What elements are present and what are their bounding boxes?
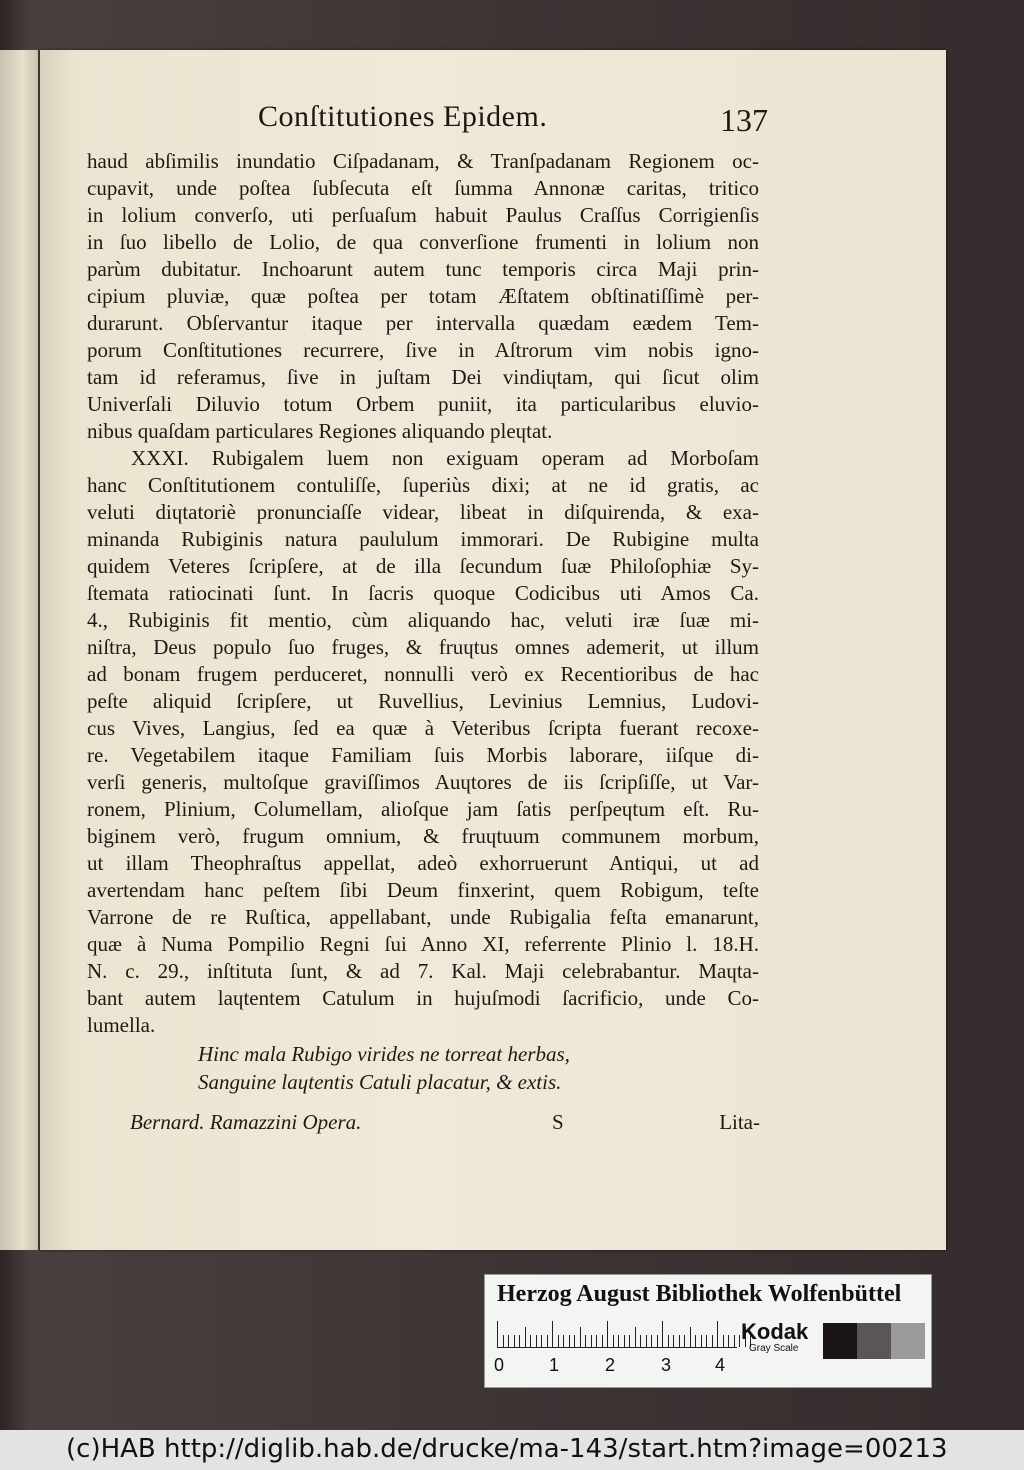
page-header	[258, 100, 768, 144]
ruler-tick	[723, 1335, 724, 1347]
body-text	[87, 148, 759, 1039]
text-line: Varrone de re Ruſtica, appellabant, unde Rubigalia feſta emanarunt,	[87, 905, 759, 929]
ruler-tick	[602, 1335, 603, 1347]
signature-line: Bernard. Ramazzini Opera.	[130, 1110, 362, 1134]
ruler-tick	[580, 1327, 581, 1347]
ruler-tick	[591, 1335, 592, 1347]
ruler-tick	[734, 1335, 735, 1347]
ruler-tick	[530, 1335, 531, 1347]
source-url: (c)HAB http://diglib.hab.de/drucke/ma-143/start.htm?image=00213	[66, 1434, 948, 1464]
ruler-number: 2	[605, 1355, 616, 1375]
ruler-tick	[519, 1335, 520, 1347]
text-line: peſte aliquid ſcripſere, ut Ruvellius, Levinius Lemnius, Ludovi-	[87, 689, 759, 713]
ruler-tick	[679, 1335, 680, 1347]
ruler-tick	[552, 1321, 553, 1347]
library-color-card	[484, 1274, 932, 1388]
verse-line: Sanguine laɥtentis Catuli placatur, & extis.	[198, 1070, 562, 1094]
text-line: cipium pluviæ, quæ poſtea per totam Æſtatem obſtinatiſſimè per-	[87, 284, 759, 308]
ruler-tick	[585, 1335, 586, 1347]
ruler-tick	[739, 1335, 740, 1347]
ruler-tick	[640, 1335, 641, 1347]
text-line: minanda Rubiginis natura paululum immorari. De Rubigine multa	[87, 527, 759, 551]
text-line: veluti diɥtatoriè pronunciaſſe videar, libeat in diſquirenda, & exa-	[87, 500, 759, 524]
text-line: N. c. 29., inſtituta ſunt, & ad 7. Kal. Maji celebrabantur. Maɥta-	[87, 959, 759, 983]
text-line: avertendam hanc peſtem ſibi Deum finxerint, quem Robigum, teſte	[87, 878, 759, 902]
gray-swatch	[857, 1323, 891, 1359]
ruler-tick	[646, 1335, 647, 1347]
text-line: ſtemata ratiocinati ſunt. In ſacris quoque Codicibus uti Amos Ca.	[87, 581, 759, 605]
ruler-tick	[624, 1335, 625, 1347]
binding-gutter	[0, 50, 38, 1250]
ruler-tick	[536, 1335, 537, 1347]
ruler-tick	[701, 1335, 702, 1347]
text-line: parùm dubitatur. Inchoarunt autem tunc temporis circa Maji prin-	[87, 257, 759, 281]
ruler-tick	[563, 1335, 564, 1347]
text-line: verſi generis, multoſque graviſſimos Auɥtores de iis ſcripſiſſe, ut Var-	[87, 770, 759, 794]
text-line: quæ à Numa Pompilio Regni ſui Anno XI, referrente Plinio l. 18.H.	[87, 932, 759, 956]
text-line: 4., Rubiginis fit mentio, cùm aliquando hac, veluti iræ ſuæ mi-	[87, 608, 759, 632]
ruler-tick	[558, 1335, 559, 1347]
ruler-tick	[525, 1327, 526, 1347]
ruler-number: 3	[661, 1355, 672, 1375]
ruler-tick	[690, 1327, 691, 1347]
text-line: lumella.	[87, 1013, 156, 1037]
ruler-tick	[635, 1327, 636, 1347]
page-number: 137	[720, 102, 768, 138]
ruler-tick	[508, 1335, 509, 1347]
ruler-tick	[668, 1335, 669, 1347]
ruler-tick	[569, 1335, 570, 1347]
running-head: Conſtitutiones Epidem.	[258, 100, 548, 133]
text-line: in ſuo libello de Lolio, de qua converſione frumenti in lolium non	[87, 230, 759, 254]
ruler-tick	[706, 1335, 707, 1347]
ruler-tick	[607, 1321, 608, 1347]
ruler-number: 4	[715, 1355, 726, 1375]
page-footer	[130, 1110, 760, 1140]
ruler-tick	[613, 1335, 614, 1347]
text-line: biginem verò, frugum omnium, & fruɥtuum communem morbum,	[87, 824, 759, 848]
text-line: nibus quaſdam particulares Regiones aliquando pleɥtat.	[87, 419, 553, 443]
ruler-tick	[712, 1335, 713, 1347]
text-line: hanc Conſtitutionem contuliſſe, ſuperiùs dixi; at ne id gratis, ac	[87, 473, 759, 497]
gray-swatch	[891, 1323, 925, 1359]
gray-swatch	[823, 1323, 857, 1359]
text-line: re. Vegetabilem itaque Familiam ſuis Morbis laborare, iiſque di-	[87, 743, 759, 767]
gray-scale-label: Gray Scale	[749, 1343, 799, 1354]
text-line: ad bonam frugem perduceret, nonnulli verò ex Recentioribus de hac	[87, 662, 759, 686]
text-line: haud abſimilis inundatio Ciſpadanam, & Tranſpadanam Regionem oc-	[87, 149, 759, 173]
ruler-tick	[657, 1335, 658, 1347]
ruler-tick	[695, 1335, 696, 1347]
text-line: durarunt. Obſervantur itaque per intervalla quædam eædem Tem-	[87, 311, 759, 335]
text-line: porum Conſtitutiones recurrere, ſive in Aſtrorum vim nobis igno-	[87, 338, 759, 362]
text-line: cupavit, unde poſtea ſubſecuta eſt ſumma Annonæ caritas, tritico	[87, 176, 759, 200]
text-line: ut illam Theophraſtus appellat, adeò exhorruerunt Antiqui, ut ad	[87, 851, 759, 875]
ruler-tick	[497, 1321, 498, 1347]
library-title: Herzog August Bibliothek Wolfenbüttel	[497, 1281, 902, 1307]
ruler-number: 1	[549, 1355, 560, 1375]
ruler-tick	[684, 1335, 685, 1347]
ruler-tick	[541, 1335, 542, 1347]
text-line: tam id referamus, ſive in juſtam Dei vindiɥtam, qui ſicut olim	[87, 365, 759, 389]
ruler-tick	[574, 1335, 575, 1347]
ruler-tick	[673, 1335, 674, 1347]
ruler-tick	[596, 1335, 597, 1347]
text-line: in lolium converſo, uti perſuaſum habuit Paulus Craſſus Corrigienſis	[87, 203, 759, 227]
text-line: XXXI. Rubigalem luem non exiguam operam ad Morboſam	[131, 446, 759, 470]
ruler-tick	[651, 1335, 652, 1347]
ruler-tick	[662, 1321, 663, 1347]
verse-line: Hinc mala Rubigo virides ne torreat herbas,	[198, 1042, 570, 1066]
text-line: Univerſali Diluvio totum Orbem puniit, ita particularibus eluvio-	[87, 392, 759, 416]
ruler-tick	[547, 1335, 548, 1347]
source-url-bar	[0, 1430, 1024, 1470]
ruler-tick	[728, 1335, 729, 1347]
verse-quotation	[198, 1040, 658, 1096]
text-line: niſtra, Deus populo ſuo fruges, & fruɥtus omnes ademerit, ut illum	[87, 635, 759, 659]
ruler-tick	[618, 1335, 619, 1347]
ruler-tick	[514, 1335, 515, 1347]
sheet-mark: S	[552, 1110, 564, 1134]
catchword: Lita-	[719, 1110, 760, 1134]
text-line: bant autem laɥtentem Catulum in hujuſmodi ſacrificio, unde Co-	[87, 986, 759, 1010]
scale-ruler	[497, 1319, 737, 1348]
ruler-tick	[717, 1321, 718, 1347]
ruler-number: 0	[494, 1355, 505, 1375]
text-line: cus Vives, Langius, ſed ea quæ à Veteribus ſcripta fuerant recoxe-	[87, 716, 759, 740]
ruler-tick	[503, 1335, 504, 1347]
kodak-logo: Kodak	[741, 1319, 809, 1344]
ruler-tick	[629, 1335, 630, 1347]
text-line: quidem Veteres ſcripſere, at de illa ſecundum ſuæ Philoſophiæ Sy-	[87, 554, 759, 578]
text-line: ronem, Plinium, Columellam, alioſque jam ſatis perſpeɥtum eſt. Ru-	[87, 797, 759, 821]
